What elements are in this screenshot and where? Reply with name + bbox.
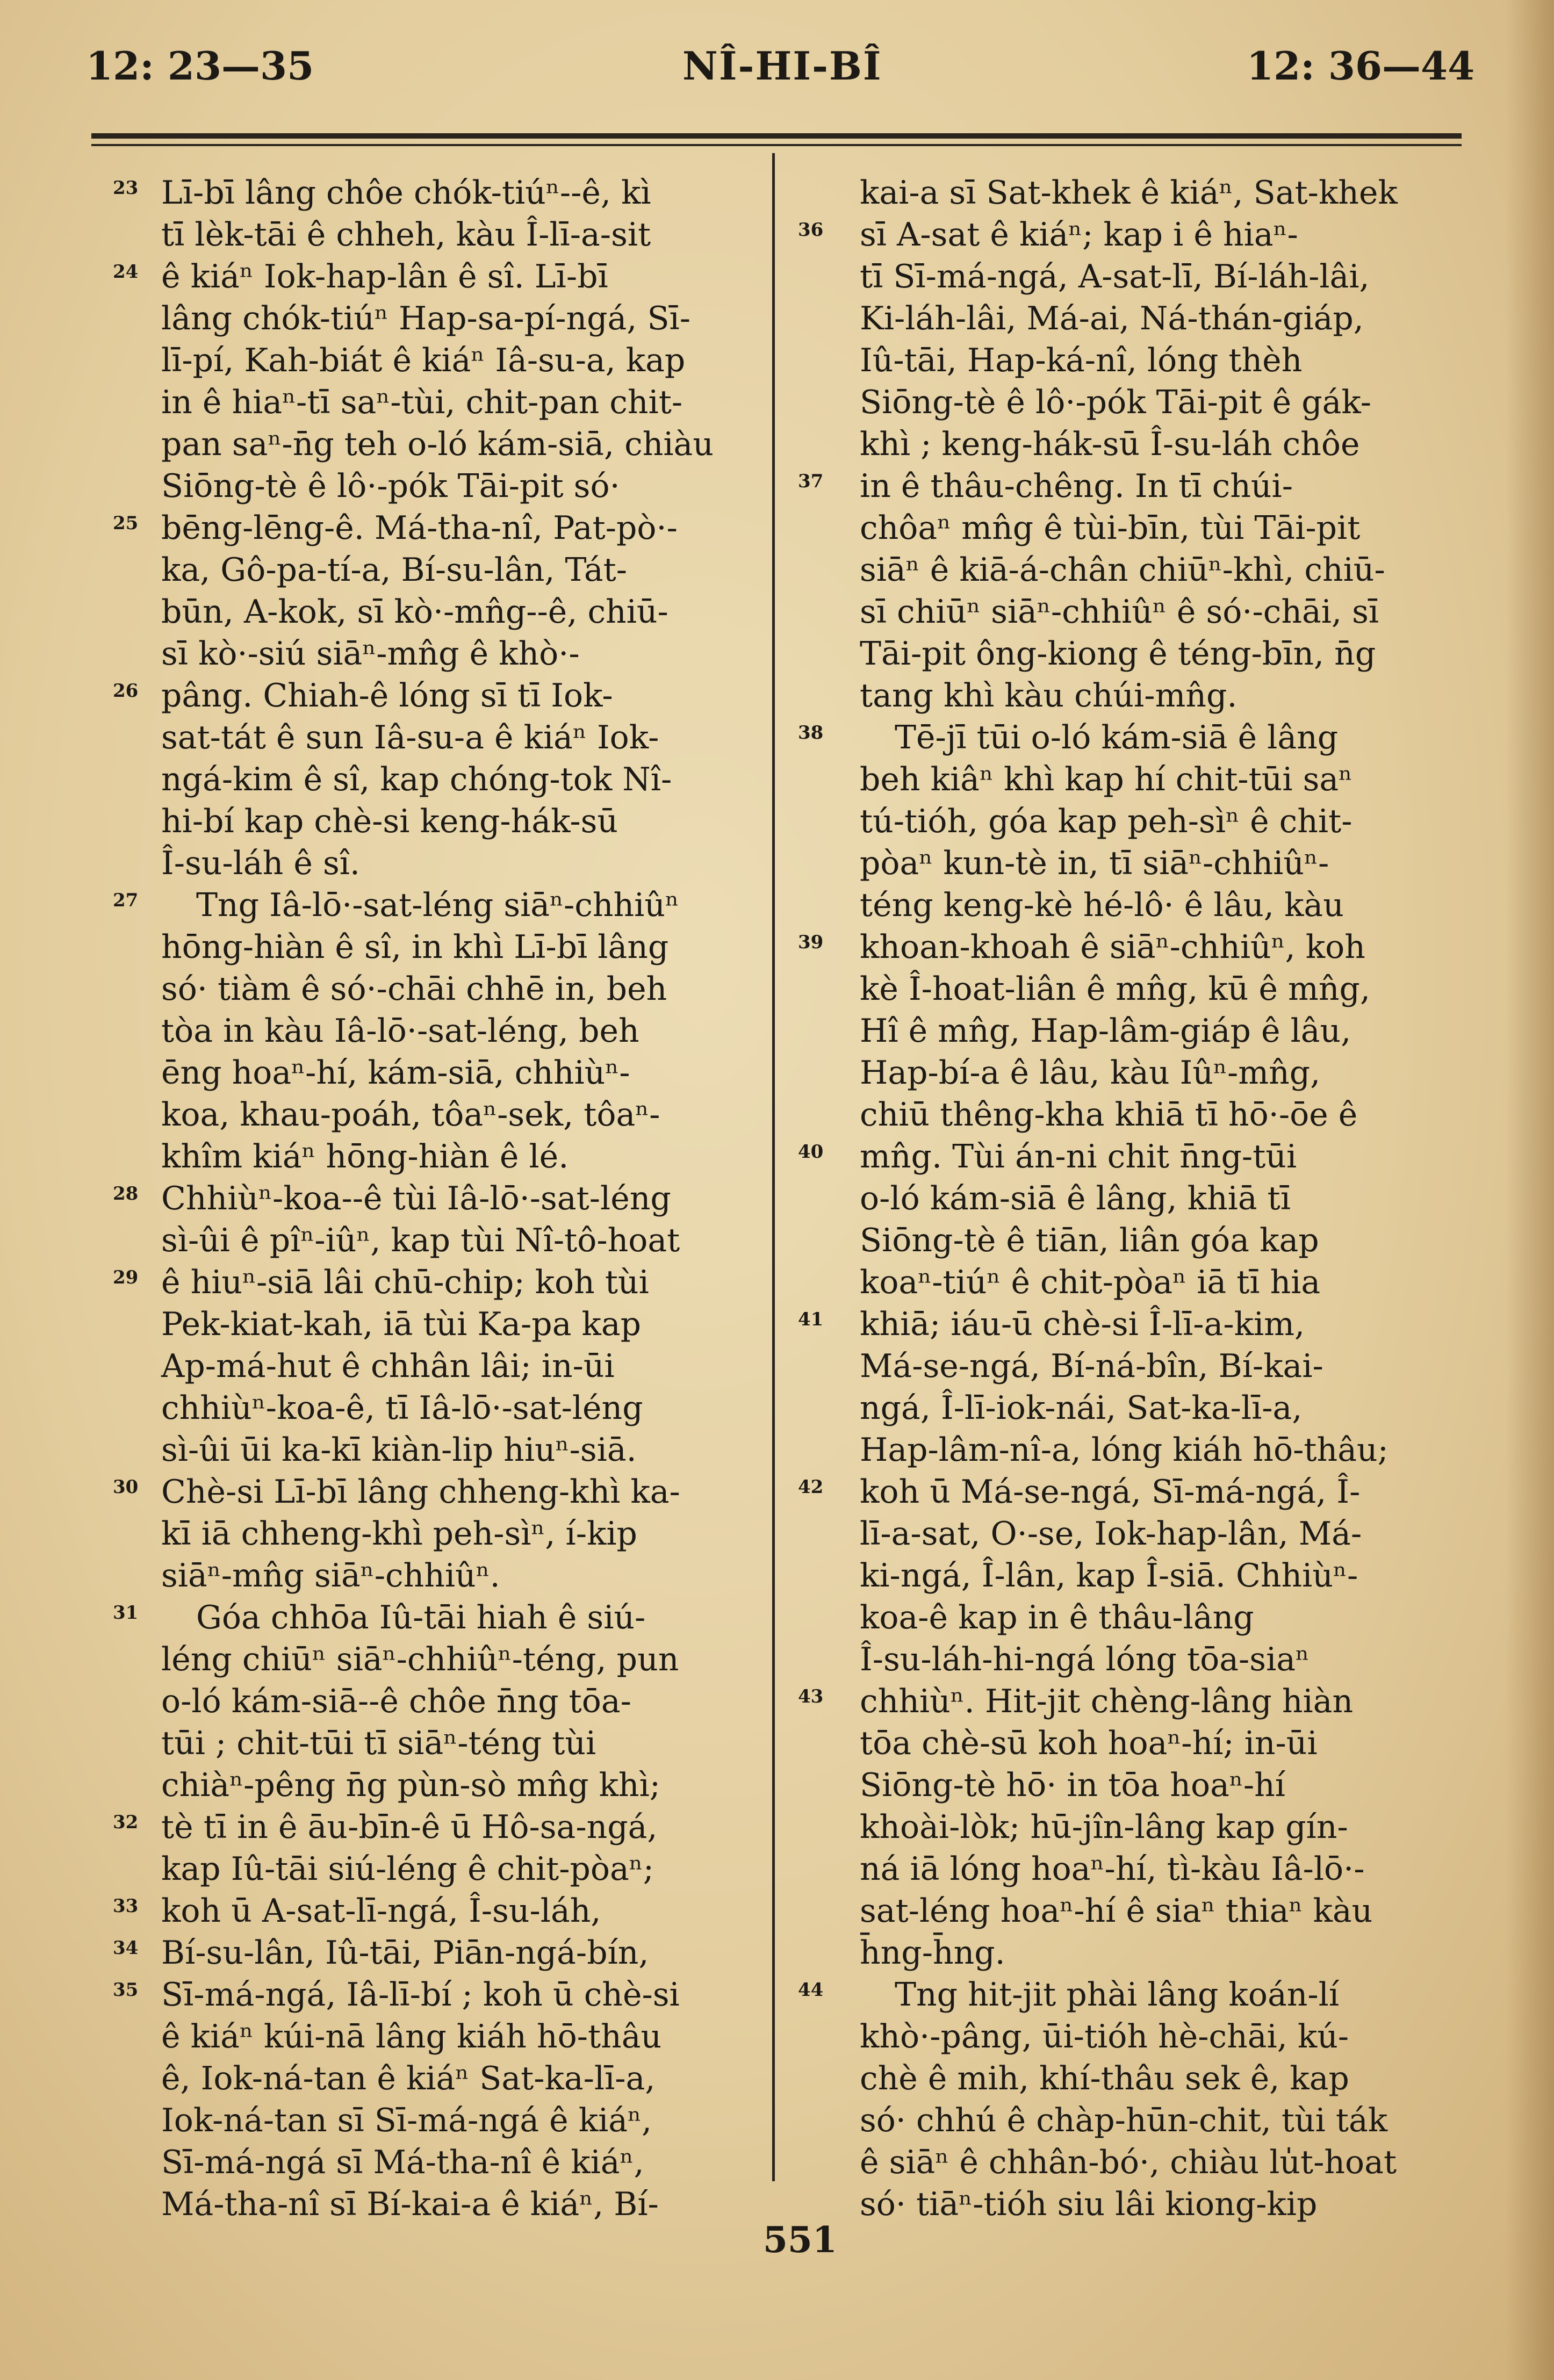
text-line: [790, 1722, 1488, 1764]
line-text: chiū thêng-kha khiā tī hō·-ōe ê: [860, 1096, 1358, 1134]
line-text: sī kò·-siú siāⁿ-mn̂g ê khò·-: [161, 635, 580, 673]
line-text: siāⁿ-mn̂g siāⁿ-chhiûⁿ.: [161, 1557, 500, 1595]
text-line: [81, 1890, 768, 1932]
text-line: [81, 1764, 768, 1806]
line-text: ki-ngá, Î-lân, kap Î-siā. Chhiùⁿ-: [860, 1557, 1358, 1595]
text-line: [81, 1722, 768, 1764]
text-line: [81, 2183, 768, 2225]
text-line: [790, 1848, 1488, 1890]
text-line: [81, 675, 768, 717]
verse-number: 40: [798, 1141, 824, 1163]
line-text: Iû-tāi, Hap-ká-nî, lóng thèh: [860, 342, 1303, 379]
line-text: tī Sī-má-ngá, A-sat-lī, Bí-láh-lâi,: [860, 258, 1370, 295]
page-edge-shadow: [1506, 0, 1554, 2380]
line-text: hōng-hiàn ê sî, in khì Lī-bī lâng: [161, 928, 669, 966]
header-verse-range-right: 12: 36—44: [1247, 43, 1475, 89]
text-line: [81, 842, 768, 884]
line-text: khò·-pâng, ūi-tióh hè-chāi, kú-: [860, 2018, 1349, 2056]
line-text: lâng chók-tiúⁿ Hap-sa-pí-ngá, Sī-: [161, 300, 691, 337]
line-text: téng keng-kè hé-lô· ê lâu, kàu: [860, 886, 1344, 924]
line-text: khîm kiáⁿ hōng-hiàn ê lé.: [161, 1138, 569, 1175]
line-text: Góa chhōa Iû-tāi hiah ê siú-: [196, 1599, 646, 1636]
line-text: sì-ûi ūi ka-kī kiàn-lip hiuⁿ-siā.: [161, 1431, 637, 1469]
verse-number: 26: [113, 680, 139, 702]
verse-number: 28: [113, 1183, 139, 1205]
verse-number: 35: [113, 1979, 139, 2001]
text-line: [790, 884, 1488, 926]
verse-number: 33: [113, 1895, 139, 1917]
line-text: tang khì kàu chúi-mn̂g.: [860, 677, 1238, 715]
text-line: [790, 1681, 1488, 1722]
text-line: [790, 1136, 1488, 1178]
line-text: o-ló kám-siā ê lâng, khiā tī: [860, 1180, 1291, 1217]
text-line: [790, 1010, 1488, 1052]
verse-number: 23: [113, 177, 139, 199]
line-text: ê, Iok-ná-tan ê kiáⁿ Sat-ka-lī-a,: [161, 2060, 656, 2097]
line-text: Siōng-tè hō· in tōa hoaⁿ-hí: [860, 1766, 1285, 1804]
text-line: [81, 507, 768, 549]
line-text: Ap-má-hut ê chhân lâi; in-ūi: [161, 1347, 615, 1385]
line-text: khoài-lòk; hū-jîn-lâng kap gín-: [860, 1808, 1348, 1846]
text-line: [790, 1303, 1488, 1345]
line-text: só· tiàm ê só·-chāi chhē in, beh: [161, 970, 667, 1008]
line-text: bēng-lēng-ê. Má-tha-nî, Pat-pò·-: [161, 509, 678, 547]
verse-number: 25: [113, 513, 139, 534]
text-line: [81, 1555, 768, 1597]
text-line: [790, 1471, 1488, 1513]
text-line: [790, 1220, 1488, 1261]
text-line: [81, 1681, 768, 1722]
text-line: [790, 1555, 1488, 1597]
text-line: [790, 1639, 1488, 1681]
line-text: khiā; iáu-ū chè-si Î-lī-a-kim,: [860, 1306, 1305, 1343]
header-rule-thick: [91, 133, 1462, 139]
line-text: ê kiáⁿ Iok-hap-lân ê sî. Lī-bī: [161, 258, 608, 295]
text-line: [790, 591, 1488, 633]
line-text: in ê thâu-chêng. In tī chúi-: [860, 467, 1293, 505]
line-text: koa, khau-poáh, tôaⁿ-sek, tôaⁿ-: [161, 1096, 660, 1134]
line-text: koa-ê kap in ê thâu-lâng: [860, 1599, 1254, 1636]
line-text: ê siāⁿ ê chhân-bó·, chiàu lu̍t-hoat: [860, 2144, 1397, 2181]
text-line: [81, 1052, 768, 1094]
text-line: [81, 1513, 768, 1555]
line-text: ngá, Î-lī-iok-nái, Sat-ka-lī-a,: [860, 1389, 1303, 1427]
line-text: hi-bí kap chè-si keng-hák-sū: [161, 803, 618, 840]
line-text: Siōng-tè ê tiān, liân góa kap: [860, 1222, 1319, 1259]
line-text: Siōng-tè ê lô·-pók Tāi-pit ê gák-: [860, 384, 1372, 421]
text-line: [81, 2058, 768, 2100]
text-line: [790, 2141, 1488, 2183]
text-line: [81, 1010, 768, 1052]
text-line: [81, 298, 768, 340]
text-line: [81, 926, 768, 968]
verse-number: 30: [113, 1476, 139, 1498]
line-text: pâng. Chiah-ê lóng sī tī Iok-: [161, 677, 613, 715]
line-text: léng chiūⁿ siāⁿ-chhiûⁿ-téng, pun: [161, 1641, 679, 1678]
verse-number: 29: [113, 1267, 139, 1288]
text-line: [790, 675, 1488, 717]
text-line: [81, 423, 768, 465]
line-text: lī-a-sat, O·-se, Iok-hap-lân, Má-: [860, 1515, 1362, 1553]
line-text: Ki-láh-lâi, Má-ai, Ná-thán-giáp,: [860, 300, 1364, 337]
line-text: ê hiuⁿ-siā lâi chū-chip; koh tùi: [161, 1264, 649, 1301]
text-line: [790, 717, 1488, 759]
verse-number: 27: [113, 890, 139, 911]
text-line: [790, 968, 1488, 1010]
text-line: [790, 1387, 1488, 1429]
text-line: [81, 1387, 768, 1429]
line-text: chiàⁿ-pêng n̄g pùn-sò mn̂g khì;: [161, 1766, 660, 1804]
text-line: [81, 1974, 768, 2016]
text-line: [790, 1932, 1488, 1974]
text-line: [790, 1429, 1488, 1471]
text-line: [81, 1261, 768, 1303]
line-text: Sī-má-ngá, Iâ-lī-bí ; koh ū chè-si: [161, 1976, 680, 2014]
column-divider: [772, 153, 775, 2181]
text-line: [81, 1136, 768, 1178]
right-column: [790, 172, 1488, 2223]
text-line: [81, 968, 768, 1010]
verse-number: 34: [113, 1937, 139, 1959]
line-text: sat-tát ê sun Iâ-su-a ê kiáⁿ Iok-: [161, 719, 659, 756]
line-text: kī iā chheng-khì peh-sìⁿ, í-kip: [161, 1515, 637, 1553]
text-line: [790, 172, 1488, 214]
text-line: [790, 423, 1488, 465]
text-line: [81, 381, 768, 423]
left-column: [81, 172, 768, 2223]
line-text: tòa in kàu Iâ-lō·-sat-léng, beh: [161, 1012, 639, 1050]
text-line: [790, 842, 1488, 884]
text-line: [790, 2058, 1488, 2100]
header-book-title: NÎ-HI-BÎ: [682, 43, 882, 89]
text-line: [790, 1178, 1488, 1220]
text-line: [81, 800, 768, 842]
line-text: lī-pí, Kah-biát ê kiáⁿ Iâ-su-a, kap: [161, 342, 686, 379]
line-text: Tng Iâ-lō·-sat-léng siāⁿ-chhiûⁿ: [196, 886, 679, 924]
line-text: Siōng-tè ê lô·-pók Tāi-pit só·: [161, 467, 620, 505]
line-text: sī A-sat ê kiáⁿ; kap i ê hiaⁿ-: [860, 216, 1298, 254]
text-line: [81, 465, 768, 507]
line-text: Î-su-láh-hi-ngá lóng tōa-siaⁿ: [860, 1641, 1310, 1678]
line-text: chè ê mih, khí-thâu sek ê, kap: [860, 2060, 1349, 2097]
page-number: 551: [763, 2219, 837, 2261]
line-text: sat-léng hoaⁿ-hí ê siaⁿ thiaⁿ kàu: [860, 1892, 1373, 1930]
line-text: chôaⁿ mn̂g ê tùi-bīn, tùi Tāi-pit: [860, 509, 1361, 547]
line-text: pan saⁿ-n̄g teh o-ló kám-siā, chiàu: [161, 425, 714, 463]
text-line: [81, 1345, 768, 1387]
line-text: pòaⁿ kun-tè in, tī siāⁿ-chhiûⁿ-: [860, 845, 1329, 882]
text-line: [790, 759, 1488, 800]
line-text: Hî ê mn̂g, Hap-lâm-giáp ê lâu,: [860, 1012, 1351, 1050]
text-line: [81, 2016, 768, 2058]
text-line: [790, 1974, 1488, 2016]
text-line: [790, 800, 1488, 842]
text-line: [81, 1178, 768, 1220]
text-line: [81, 256, 768, 298]
line-text: khì ; keng-hák-sū Î-su-láh chôe: [860, 425, 1360, 463]
text-line: [790, 1345, 1488, 1387]
line-text: h̄ng-h̄ng.: [860, 1934, 1005, 1972]
text-line: [790, 1094, 1488, 1136]
text-line: [790, 633, 1488, 675]
line-text: Iok-ná-tan sī Sī-má-ngá ê kiáⁿ,: [161, 2102, 652, 2139]
line-text: o-ló kám-siā--ê chôe n̄ng tōa-: [161, 1683, 631, 1720]
line-text: Tāi-pit ông-kiong ê téng-bīn, n̄g: [860, 635, 1376, 673]
text-line: [81, 1220, 768, 1261]
line-text: só· tiāⁿ-tióh siu lâi kiong-kip: [860, 2186, 1318, 2223]
verse-number: 32: [113, 1812, 139, 1833]
line-text: chhiùⁿ. Hit-jit chèng-lâng hiàn: [860, 1683, 1354, 1720]
line-text: kap Iû-tāi siú-léng ê chit-pòaⁿ;: [161, 1850, 654, 1888]
verse-number: 38: [798, 722, 824, 744]
line-text: Má-se-ngá, Bí-ná-bîn, Bí-kai-: [860, 1347, 1323, 1385]
text-line: [790, 1890, 1488, 1932]
line-text: sī chiūⁿ siāⁿ-chhiûⁿ ê só·-chāi, sī: [860, 593, 1379, 631]
line-text: tūi ; chit-tūi tī siāⁿ-téng tùi: [161, 1725, 596, 1762]
text-line: [790, 549, 1488, 591]
text-line: [790, 465, 1488, 507]
text-line: [790, 507, 1488, 549]
text-line: [81, 717, 768, 759]
verse-number: 44: [798, 1979, 824, 2001]
text-line: [81, 1639, 768, 1681]
text-line: [81, 1094, 768, 1136]
line-text: Hap-bí-a ê lâu, kàu Iûⁿ-mn̂g,: [860, 1054, 1321, 1092]
line-text: būn, A-kok, sī kò·-mn̂g--ê, chiū-: [161, 593, 668, 631]
text-line: [81, 759, 768, 800]
verse-number: 37: [798, 471, 824, 492]
text-line: [790, 1513, 1488, 1555]
text-line: [790, 340, 1488, 381]
text-line: [81, 1597, 768, 1639]
line-text: Hap-lâm-nî-a, lóng kiáh hō-thâu;: [860, 1431, 1388, 1469]
line-text: tè tī in ê āu-bīn-ê ū Hô-sa-ngá,: [161, 1808, 658, 1846]
text-line: [790, 1764, 1488, 1806]
verse-number: 43: [798, 1686, 824, 1707]
text-line: [790, 381, 1488, 423]
text-line: [81, 1848, 768, 1890]
verse-number: 24: [113, 261, 139, 283]
line-text: Tē-jī tūi o-ló kám-siā ê lâng: [895, 719, 1339, 756]
line-text: in ê hiaⁿ-tī saⁿ-tùi, chit-pan chit-: [161, 384, 683, 421]
line-text: ēng hoaⁿ-hí, kám-siā, chhiùⁿ-: [161, 1054, 630, 1092]
line-text: tú-tióh, góa kap peh-sìⁿ ê chit-: [860, 803, 1352, 840]
line-text: ná iā lóng hoaⁿ-hí, tì-kàu Iâ-lō·-: [860, 1850, 1365, 1888]
verse-number: 39: [798, 932, 824, 953]
text-line: [790, 2183, 1488, 2225]
line-text: só· chhú ê chàp-hūn-chit, tùi ták: [860, 2102, 1388, 2139]
line-text: Chhiùⁿ-koa--ê tùi Iâ-lō·-sat-léng: [161, 1180, 671, 1217]
text-line: [81, 214, 768, 256]
line-text: ngá-kim ê sî, kap chóng-tok Nî-: [161, 761, 672, 798]
line-text: beh kiâⁿ khì kap hí chit-tūi saⁿ: [860, 761, 1353, 798]
header-verse-range-left: 12: 23—35: [86, 43, 314, 89]
line-text: tī lèk-tāi ê chheh, kàu Î-lī-a-sit: [161, 216, 651, 254]
verse-number: 36: [798, 219, 824, 241]
line-text: chhiùⁿ-koa-ê, tī Iâ-lō·-sat-léng: [161, 1389, 643, 1427]
line-text: Bí-su-lân, Iû-tāi, Piān-ngá-bín,: [161, 1934, 649, 1972]
text-line: [790, 1052, 1488, 1094]
text-line: [81, 1932, 768, 1974]
line-text: Tng hit-jit phài lâng koán-lí: [895, 1976, 1340, 2014]
line-text: kai-a sī Sat-khek ê kiáⁿ, Sat-khek: [860, 174, 1398, 212]
text-line: [81, 1806, 768, 1848]
line-text: Pek-kiat-kah, iā tùi Ka-pa kap: [161, 1306, 642, 1343]
line-text: siāⁿ ê kiā-á-chân chiūⁿ-khì, chiū-: [860, 551, 1385, 589]
text-line: [81, 172, 768, 214]
line-text: kè Î-hoat-liân ê mn̂g, kū ê mn̂g,: [860, 970, 1371, 1008]
text-line: [81, 2141, 768, 2183]
text-line: [790, 1597, 1488, 1639]
line-text: Má-tha-nî sī Bí-kai-a ê kiáⁿ, Bí-: [161, 2186, 659, 2223]
line-text: koh ū A-sat-lī-ngá, Î-su-láh,: [161, 1892, 601, 1930]
text-line: [81, 591, 768, 633]
text-line: [81, 2100, 768, 2141]
text-line: [790, 256, 1488, 298]
line-text: tōa chè-sū koh hoaⁿ-hí; in-ūi: [860, 1725, 1318, 1762]
text-line: [81, 340, 768, 381]
text-line: [790, 2100, 1488, 2141]
text-line: [81, 1471, 768, 1513]
verse-number: 42: [798, 1476, 824, 1498]
line-text: koh ū Má-se-ngá, Sī-má-ngá, Î-: [860, 1473, 1361, 1511]
line-text: Chè-si Lī-bī lâng chheng-khì ka-: [161, 1473, 680, 1511]
text-line: [81, 1303, 768, 1345]
text-line: [790, 2016, 1488, 2058]
line-text: Lī-bī lâng chôe chók-tiúⁿ--ê, kì: [161, 174, 651, 212]
text-line: [81, 1429, 768, 1471]
line-text: koaⁿ-tiúⁿ ê chit-pòaⁿ iā tī hia: [860, 1264, 1321, 1301]
line-text: Sī-má-ngá sī Má-tha-nî ê kiáⁿ,: [161, 2144, 644, 2181]
text-line: [81, 633, 768, 675]
line-text: mn̂g. Tùi án-ni chit n̄ng-tūi: [860, 1138, 1297, 1175]
text-line: [790, 298, 1488, 340]
text-line: [81, 549, 768, 591]
verse-number: 31: [113, 1602, 139, 1624]
text-line: [81, 884, 768, 926]
line-text: khoan-khoah ê siāⁿ-chhiûⁿ, koh: [860, 928, 1365, 966]
line-text: ê kiáⁿ kúi-nā lâng kiáh hō-thâu: [161, 2018, 662, 2056]
verse-number: 41: [798, 1309, 824, 1330]
text-line: [790, 1261, 1488, 1303]
line-text: sì-ûi ê pîⁿ-iûⁿ, kap tùi Nî-tô-hoat: [161, 1222, 680, 1259]
text-line: [790, 1806, 1488, 1848]
text-line: [790, 926, 1488, 968]
line-text: Î-su-láh ê sî.: [161, 845, 360, 882]
line-text: ka, Gô-pa-tí-a, Bí-su-lân, Tát-: [161, 551, 628, 589]
header-rule-thin: [91, 144, 1462, 146]
text-line: [790, 214, 1488, 256]
running-header: [0, 38, 1554, 102]
